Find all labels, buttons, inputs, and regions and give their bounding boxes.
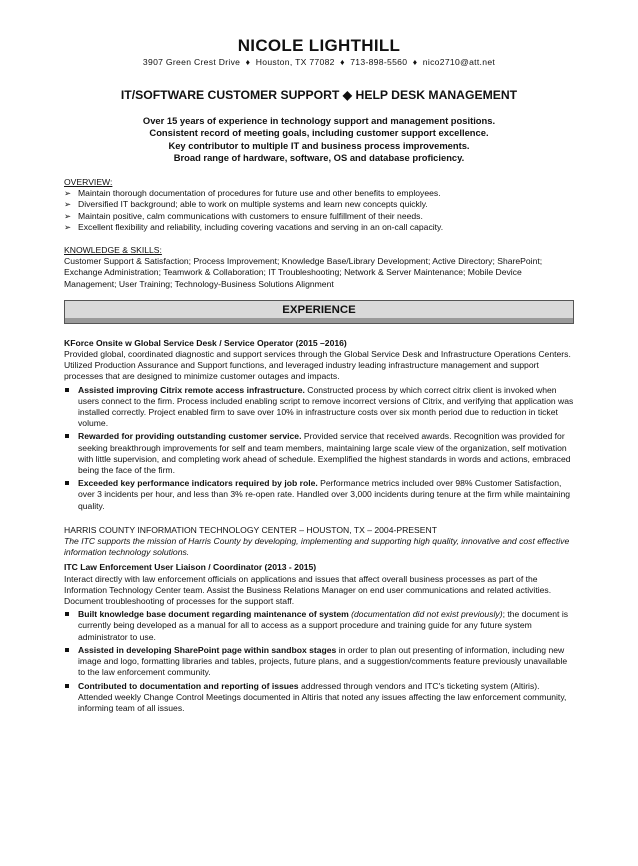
bullet-icon xyxy=(65,434,69,438)
diamond-icon: ◆ xyxy=(342,88,353,103)
overview-list xyxy=(64,188,574,233)
job-title-line xyxy=(64,90,574,101)
job-bullets xyxy=(64,385,574,512)
list-item: Built knowledge base document regarding maintenance of system (documentation did not exist previously); the document is currently being developed as a manual for all to access as a support procedure and training guide for any future system administrator to use. xyxy=(64,609,574,643)
list-item: Exceeded key performance indicators required by job role. Performance metrics included over 98% Customer Satisfaction, over 3 incidents per hour, and less than 3% re-open rate. Handled over 3,000 incidents during tenure at the firm while maintaining quality. xyxy=(64,478,574,512)
bullet-icon xyxy=(65,612,69,616)
summary-line: Consistent record of meeting goals, including customer support excellence. xyxy=(149,127,489,139)
job-bullets xyxy=(64,609,574,714)
city: Houston, TX 77082 xyxy=(255,57,335,68)
job-heading: KForce Onsite w Global Service Desk / Service Operator (2015 –2016) xyxy=(64,337,347,348)
arrow-icon: ➢ xyxy=(64,210,72,221)
list-item: Assisted in developing SharePoint page within sandbox stages in order to plan out presenting of information, including new image and logo, formatting libraries and tables, projects, future plans, and a suggestion/comments feature previously unavailable to the law enforcement community. xyxy=(64,645,574,679)
list-item: Assisted improving Citrix remote access infrastructure. Constructed process by which correct citrix client is invoked when users connect to the firm. Process included enabling script to remove incorrect versions of Citrix, and verifying that application was installed correctly. Project enabled firm to save over 10% in infrastructure costs over six month period due to reduction in ticket volume. xyxy=(64,385,574,430)
list-item: Rewarded for providing outstanding customer service. Provided service that received awards. Recognition was provided for seeking breakthrough improvements for self and team members, maintaining large scale view of the organization, self motivation with little supervision, and completing work ahead of schedule. Exemplified the highest standards in words and actions, embraced being the face of the firm. xyxy=(64,431,574,476)
resume-page xyxy=(0,36,638,866)
bullet-icon xyxy=(65,648,69,652)
list-item: Contributed to documentation and reporting of issues addressed through vendors and ITC's ticketing system (Altiris). Attended weekly Change Control Meetings documented in Altiris that noted any issues affecting the law enforcement community, informing team of all issues. xyxy=(64,681,574,715)
title-part-2: HELP DESK MANAGEMENT xyxy=(355,88,518,103)
experience-banner xyxy=(64,300,574,324)
arrow-icon: ➢ xyxy=(64,221,72,232)
summary-line: Broad range of hardware, software, OS and database proficiency. xyxy=(173,152,465,164)
overview-label: OVERVIEW: xyxy=(64,176,113,187)
organization-line: HARRIS COUNTY INFORMATION TECHNOLOGY CENTER – HOUSTON, TX – 2004-PRESENT xyxy=(64,524,437,535)
separator-icon: ♦ xyxy=(412,57,418,68)
candidate-name: NICOLE LIGHTHILL xyxy=(237,36,401,55)
arrow-icon: ➢ xyxy=(64,199,72,210)
contact-line xyxy=(64,57,574,68)
summary-line: Over 15 years of experience in technology support and management positions. xyxy=(142,114,496,126)
job-heading: ITC Law Enforcement User Liaison / Coordinator (2013 - 2015) xyxy=(64,562,317,573)
list-item: ➢ Diversified IT background; able to work on multiple systems and learn new concepts quickly. xyxy=(64,199,428,210)
separator-icon: ♦ xyxy=(340,57,345,68)
job-description: Interact directly with law enforcement officials on applications and issues that affect overall business processes as part of the Information Technology Center team. Assist the Business Relations Manager on end user communications and related activities. Document troubleshooting of processes for the support staff. xyxy=(64,573,552,607)
list-item: ➢ Excellent flexibility and reliability, including covering vacations and serving in an on-call capacity. xyxy=(64,221,444,232)
bullet-icon xyxy=(65,684,69,688)
experience-heading: EXPERIENCE xyxy=(282,303,356,316)
arrow-icon: ➢ xyxy=(64,188,72,199)
phone: 713-898-5560 xyxy=(350,57,408,68)
bullet-icon xyxy=(65,388,69,392)
organization-description: The ITC supports the mission of Harris County by developing, implementing and supporting high quality, innovative and cost effective information technology solutions. xyxy=(64,536,570,558)
bullet-icon xyxy=(65,481,69,485)
skills-text: Customer Support & Satisfaction; Process Improvement; Knowledge Base/Library Development; Active Directory; SharePoint; Exchange Administration; Teamwork & Collaboration; IT Troubleshooting; Network & Server Maintenance; Mobile Device Management; User Training; Technology-Business Solutions Alignment xyxy=(64,256,543,289)
job-description: Provided global, coordinated diagnostic and support services through the Global Service Desk and Infrastructure Operations Centers. Utilized Production Assurance and Support functions, and leveraged industry leading infrastructure management and support processes that are designed to minimize customer outages and impacts. xyxy=(64,349,571,382)
email: nico2710@att.net xyxy=(422,57,496,68)
list-item: ➢ Maintain positive, calm communications with customers to ensure fulfillment of their needs. xyxy=(64,210,423,221)
separator-icon: ♦ xyxy=(245,57,251,68)
title-part-1: IT/SOFTWARE CUSTOMER SUPPORT xyxy=(120,88,340,103)
summary-line: Key contributor to multiple IT and business process improvements. xyxy=(168,139,470,151)
address: 3907 Green Crest Drive xyxy=(142,57,241,68)
skills-label: KNOWLEDGE & SKILLS: xyxy=(64,245,162,255)
summary-block xyxy=(64,115,574,165)
list-item: ➢ Maintain thorough documentation of procedures for future use and other benefits to employees. xyxy=(64,188,441,199)
